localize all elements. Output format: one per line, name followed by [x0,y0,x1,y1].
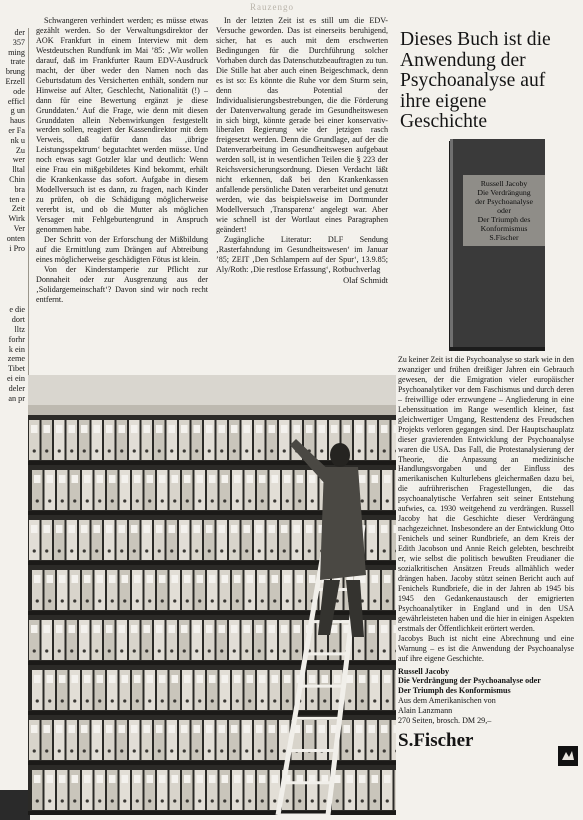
clipped-text-fragment: bra [14,184,25,194]
clipped-text-fragment: brung [5,67,25,77]
clipped-text-fragment: Zu [15,145,25,155]
ad-headline: Dieses Buch ist die Anwendung der Psychoanalyse auf ihre eigene Geschichte [400,29,551,133]
clipped-text-fragment: der [14,28,25,37]
clipped-text-fragment: Ver [13,223,25,233]
book-meta-line: Aus dem Amerikanischen von [398,695,496,705]
clipped-text-fragment: 357 [12,37,25,47]
clipped-text-fragment: k ein [8,344,25,354]
cover-line: Russell Jacoby [480,178,528,188]
cover-line: oder [497,205,511,215]
book-meta [398,696,578,725]
clipped-text-fragment: Wirk [8,214,25,224]
article-paragraph: Zugängliche Literatur: DLF Sendung ‚Rasterfahndung im Gesundheitswesen‘ im Januar ’85; ZEIT ‚Den Schlampern auf der Spur‘, 13.9.85; Aly/Roth: ‚Die restlose Erfassung‘, Rotbuchverlag [216,234,388,274]
page-shadow-corner [0,790,30,820]
clipped-text-fragment: ode [13,86,25,96]
clipped-text-fragment: haus [9,116,25,126]
ad-body-text [398,355,574,664]
book-advertisement [398,30,578,752]
ad-paragraph: Zu keiner Zeit ist die Psychoanalyse so stark wie in den zwanziger und frühen dreißiger Jahren ein Gebrauch gewesen, der die Emigration vieler europäischer Psychoanalytiker vor dem Faschismus und durch deren – freiwillige oder erzwungene – Angliederung in eine Lebenssituation im Range wesentlich kleiner, fast gleichwertiger Umgang, Resttendenz des Freudschen Projekts verloren gegangen sind. Der Hauptschauplatz dieser gravierenden Entwicklung der Psychoanalyse waren die USA. Das Fall, die Protestanalysierung der Theorie, die Anpassung an medizinische Handlungsvorgaben und der Einfluss des amerikanischen Kulturlebens gleichermaßen dazu bei, die aufrührerischen Fragestellungen, die das psychoanalytische Verfahren seit seiner Entstehung aufwies, ca. 1930 weitgehend zu verdrängen. Russell Jacoby hat die Geschichte dieser Verdrängung nachgezeichnet. Insbesondere an der Entwicklung Otto Fenichels und seiner Rundbriefe, an dem Kreis der Edith Jacobson und Annie Reich gelebten, beschreibt er, wie selbst die politisch bewußten Freudianer die sozialkritischen Ansätzen Freuds allmählich weder drängen haben. Jacoby stützt seinen Bericht auch auf Fenichels Rundbriefe, die in der Jahren ab 1945 bis 1945 den Gedankenaustausch der emigrierten Psychoanalytiker in England und in den USA gewährleisteten haben und die hier in einigen Aspekten erstmals der Öffentlichkeit erörtert werden. [398,354,574,633]
book-meta-line: Alain Lanzmann [398,705,453,715]
clipped-text-fragment: wer [12,155,25,165]
cover-line: Die Verdrängung [477,187,531,197]
book-title [398,667,578,696]
article-paragraph: Schwangeren verhindert werden; es müsse etwas gezählt werden. So der Verwaltungsdirektor der AOK Frankfurt in einem Interview mit dem Westdeutschen Rundfunk im Mai ’85: ‚Wir wollen darauf, daß im Frankfurter Raum EDV-Ausdruck macht, der über weder den Namen noch das Geburtsdatum des Versicherten enthält, sondern nur Hinweise auf Alter, Geschlecht, Nationalität (!) – dann für eine Bewertung ergänzt je diese Grunddaten.‘ Auf die Frage, wie denn mit diesen Grunddaten allein Nebenwirkungen festgestellt werden sollen, reagiert der Kassendirektor mit dem Verweis, daß dafür dann das ‚übrige Leistungsspektrum‘ begutachtet werden müsse. Und noch etwas sagt Gotzler klar und deutlich: Wenn eine Frau ein mißgebildetes Kind bekommt, erhält die Krankenkasse das sofort. Aufgabe in diesem Modellversuch ist es dann, zu fragen, nach Kinder zu prüfen, ob die Schädigung möglicherweise vererbt ist, und ob die Mutter als möglichen Versager mit Fehlgeburtengrund in Anspruch genommen habe. [36,16,208,235]
ad-book-info [398,667,578,726]
clipped-text-fragment: ei ein [7,373,25,383]
author-signature: Olaf Schmidt [343,275,388,285]
publisher-logo-icon [558,746,578,766]
cover-line: S.Fischer [489,232,519,242]
clipped-text-fragment: Erzell [5,76,25,86]
clipped-text-fragment: Chin [9,174,25,184]
clipped-text-fragment: er Fa [8,125,25,135]
article-paragraph: In der letzten Zeit ist es still um die EDV-Versuche geworden. Das ist einerseits beruhigend, sicher, hat es auch mit dem erschwerten Bedingungen für die Durchführung solcher Vorhaben durch das Datenschutzbeauftragten zu tun. Die Stille hat aber auch einen Beigeschmack, denn es ist so: Es könnte die Ruhe vor dem Sturm sein, denn das Potential der Individualisierungsbestrebungen, die die Förderung der Datenverwaltung gerade im Gesundheitswesen in sich birgt, könnte gerade bei einer konservativ-liberalen Regierung wie der jetzigen rasch freigesetzt werden. Denn die Grundlage, auf der die Datenverarbeitung im Gesundheitswesen aufgebaut werden soll, ist in wesentlichen Teilen die § 223 der Reichsversicherungsordnung. Diesen Verdacht läßt nicht erkennen, daß bei den Krankenkassen anfallende persönliche Daten verarbeitet und genutzt werden, wie das beispielsweise im Dortmunder Modellversuch ‚Transparenz‘ angelegt war. Aber wie schnell ist der Wortlaut eines Paragraphen geändert! [216,16,388,235]
clipped-text-fragment: onten [6,233,25,243]
clipped-text-fragment: e die [9,305,25,315]
clipped-text-fragment: ming [8,47,25,57]
publisher-name: S.Fischer [398,730,474,752]
clipped-text-fragment: dort [11,315,25,325]
clipped-left-column [0,28,29,788]
book-title-line: Die Verdrängung der Psychoanalyse oder [398,676,541,686]
book-title-line: Russell Jacoby [398,666,450,676]
clipped-text-fragment: zeme [7,354,25,364]
clipped-text-fragment: Tibet [8,364,25,374]
clipped-text-fragment: ten e [9,194,25,204]
article-column-2 [216,16,388,376]
clipped-text-fragment: nk u [10,135,25,145]
book-cover-image [448,139,542,349]
clipped-text-fragment: Zeit [11,204,25,214]
clipped-text-fragment: lltal [12,165,25,175]
cover-line: der Psychoanalyse [475,196,533,206]
book-meta-line: 270 Seiten, brosch. DM 29,– [398,715,492,725]
photo-file-archive-shelves [28,375,396,815]
cover-line: Der Triumph des [477,214,531,224]
clipped-text-fragment: deler [8,383,25,393]
cover-line: Konformismus [480,223,528,233]
article-paragraph: Der Schritt von der Erforschung der Mißbildung auf die Ermittlung zum Drängen auf Abtreibung eines möglicherweise geschädigten Fötus ist klein. [36,234,208,264]
book-cover-title [463,175,545,246]
clipped-text-fragment: efficl [7,96,25,106]
article-paragraph: Von der Kinderstamperie zur Pflicht zur Donnaheit oder zur Ausgrenzung aus der ‚Solidargemeinschaft‘? Davon sind wir noch recht entfernt. [36,264,208,304]
clipped-text-fragment: g un [10,106,25,116]
clipped-text-fragment: lltz [14,324,25,334]
ad-paragraph: Jacobys Buch ist nicht eine Abrechnung und eine Warnung – es ist die Anwendung der Psychoanalyse auf ihre eigene Geschichte. [398,633,574,663]
clipped-text-fragment: i Pro [9,243,25,253]
article-column-1 [36,16,208,366]
clipped-text-fragment: trate [10,57,25,67]
clipped-text-fragment: forhr [8,334,25,344]
book-title-line: Der Triumph des Konformismus [398,686,511,696]
clipped-text-fragment: an pr [8,393,25,403]
archive-stamp: Rauzengo [250,2,294,12]
